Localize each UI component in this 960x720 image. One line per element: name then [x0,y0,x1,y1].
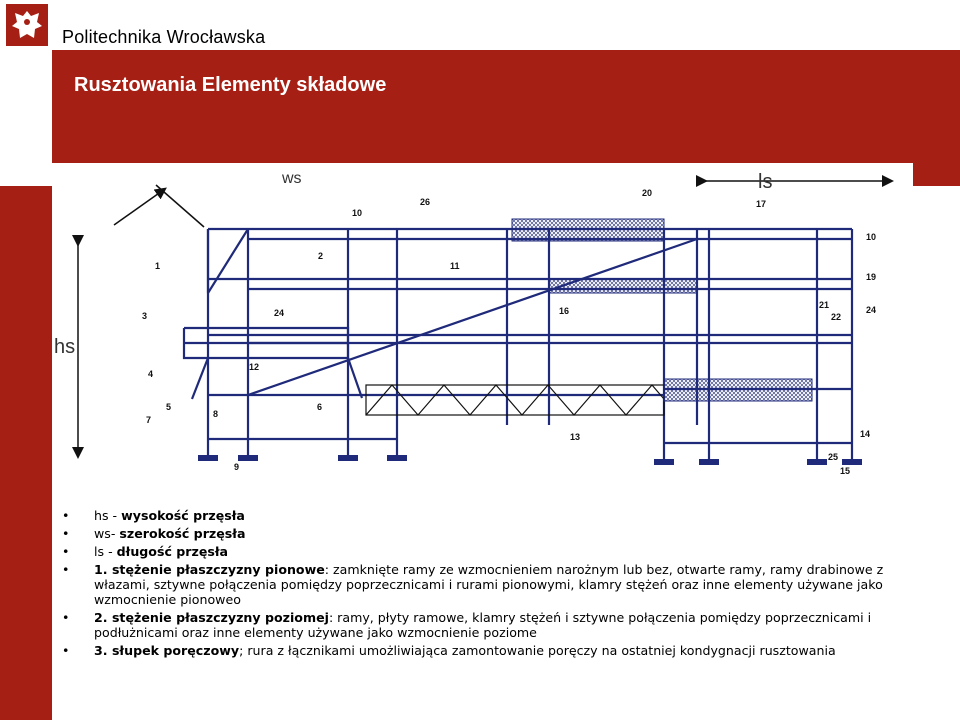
callout-17: 17 [756,199,767,209]
bullet-dot-icon: • [62,526,70,541]
callout-7: 7 [146,415,152,425]
callout-13: 13 [570,432,581,442]
dim-label-ls: ls [758,171,773,193]
callout-8: 8 [213,409,219,419]
definitions-list [62,508,902,661]
bullet-dot-icon: • [62,508,70,523]
callout-3: 3 [142,311,148,321]
callout-5: 5 [166,402,172,412]
bullet-horizontal-bracing: • 2. stężenie płaszczyzny poziomej: ramy, płyty ramowe, klamry stężeń i sztywne połączenia pomiędzy poprzecznicami i podłużnicami oraz inne elementy używane jako wzmocnienie poziome [62,610,872,640]
callout-14: 14 [860,429,871,439]
slide-title: Rusztowania Elementy składowe [74,74,387,96]
callout-20: 20 [642,188,653,198]
callout-19: 19 [866,272,877,282]
callout-6: 6 [317,402,323,412]
header-bar [0,0,960,50]
callout-15: 15 [840,466,851,476]
callout-12: 12 [249,362,260,372]
university-logo [4,2,50,48]
bullet-ls: • ls - długość przęsła [62,544,229,559]
callout-2: 2 [318,251,324,261]
callout-9: 9 [234,462,240,472]
callout-24-left: 24 [274,308,285,318]
left-accent-band [0,186,52,720]
scaffolding-diagram [52,163,913,481]
callout-1: 1 [155,261,161,271]
bullet-guardrail-post: • 3. słupek poręczowy; rura z łącznikami umożliwiająca zamontowanie poręczy na ostatniej kondygnacji rusztowania [62,643,836,658]
bullet-ws: • ws- szerokość przęsła [62,526,246,541]
callout-16: 16 [559,306,570,316]
callout-25: 25 [828,452,839,462]
callout-26: 26 [420,197,431,207]
callout-4: 4 [148,369,154,379]
callout-22: 22 [831,312,842,322]
callout-10-left: 10 [352,208,363,218]
title-band [52,50,960,163]
callout-11: 11 [450,261,460,271]
bullet-dot-icon: • [62,544,70,559]
callout-21: 21 [819,300,830,310]
scaffolding-drawing [52,163,913,481]
right-accent-band [913,163,960,186]
bullet-hs: • hs - wysokość przęsła [62,508,245,523]
bullet-dot-icon: • [62,610,70,625]
university-name: Politechnika Wrocławska [62,27,266,47]
bullet-dot-icon: • [62,643,70,658]
bullet-dot-icon: • [62,562,70,577]
bullet-vertical-bracing: • 1. stężenie płaszczyzny pionowe: zamknięte ramy ze wzmocnieniem narożnym lub bez, otwarte ramy, ramy drabinowe z włazami, sztywne połączenia pomiędzy poprzecznicami i rurami pionowymi, klamry stężeń oraz inne elementy używane jako wzmocnienie pionoweo [62,562,884,607]
dim-label-ws: ws [282,170,302,187]
callout-10-right: 10 [866,232,877,242]
dim-label-hs: hs [54,336,76,358]
callout-24-right: 24 [866,305,877,315]
